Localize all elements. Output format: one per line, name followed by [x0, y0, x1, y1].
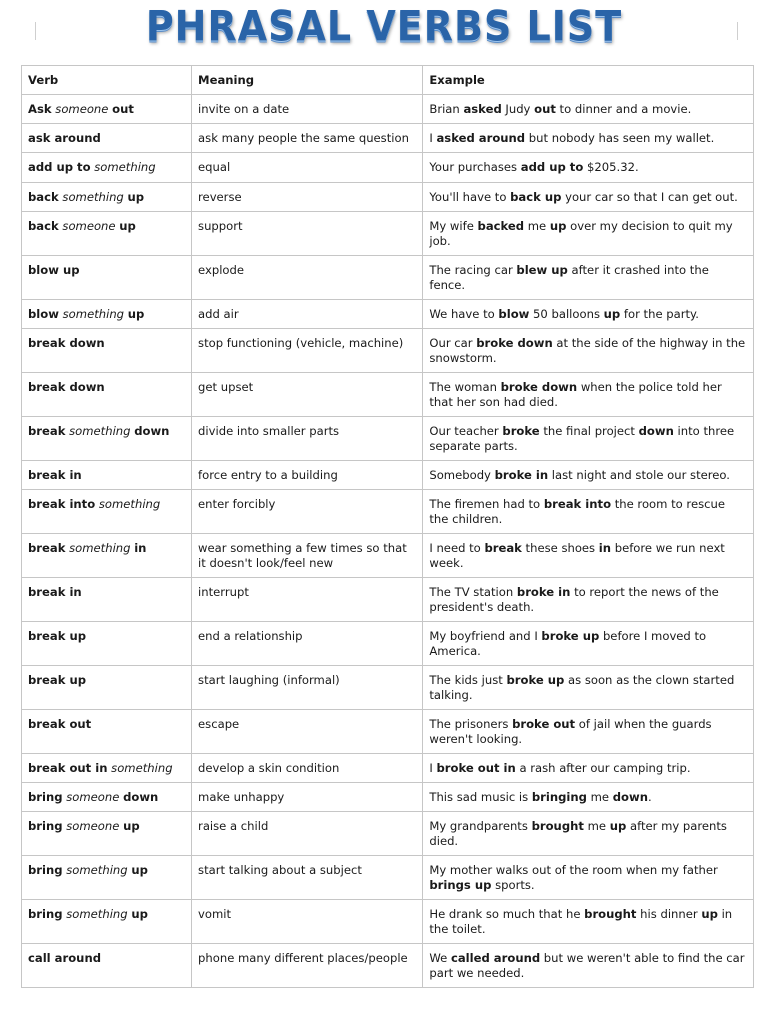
example-cell-segment: My mother walks out of the room when my father: [429, 863, 718, 877]
example-cell-segment: sports.: [491, 877, 535, 892]
table-body: [22, 66, 754, 988]
verb-cell: [22, 490, 192, 534]
example-cell: [423, 534, 754, 578]
table-row: [22, 710, 754, 754]
example-cell: [423, 212, 754, 256]
example-cell: [423, 373, 754, 417]
verb-cell-segment: something: [69, 424, 131, 438]
example-cell-segment: My wife: [429, 219, 478, 233]
example-cell-segment: I need to: [429, 541, 485, 555]
example-cell-segment: when the police told her that her son had died.: [429, 380, 722, 409]
verb-cell-segment: something: [69, 541, 131, 555]
meaning-cell: raise a child: [192, 812, 423, 856]
verb-cell-segment: blow: [28, 307, 59, 321]
example-cell-segment: The firemen had to: [429, 497, 544, 511]
verb-cell: [22, 710, 192, 754]
example-cell-segment: before we run next week.: [429, 541, 725, 570]
verb-cell-segment: call around: [28, 951, 101, 965]
table-row: [22, 256, 754, 300]
example-cell-segment: down: [612, 790, 648, 804]
verb-cell-segment: bring: [28, 863, 63, 877]
example-cell: [423, 754, 754, 783]
example-cell: [423, 124, 754, 153]
example-cell-segment: My boyfriend and I: [429, 629, 542, 643]
table-row: [22, 183, 754, 212]
meaning-cell: start talking about a subject: [192, 856, 423, 900]
verb-cell-segment: break out in: [28, 761, 108, 775]
meaning-cell: explode: [192, 256, 423, 300]
verb-cell-segment: something: [66, 863, 128, 877]
example-cell-segment: down: [638, 424, 674, 438]
example-cell-segment: asked: [463, 102, 502, 116]
example-cell: [423, 710, 754, 754]
example-cell: [423, 783, 754, 812]
example-cell-segment: broke down: [476, 336, 553, 350]
example-cell-segment: .: [647, 790, 652, 804]
example-cell: [423, 666, 754, 710]
example-cell-segment: last night and stole our stereo.: [548, 468, 730, 482]
verb-cell: [22, 256, 192, 300]
verb-cell-segment: in: [134, 541, 147, 555]
table-row: [22, 300, 754, 329]
example-cell: [423, 300, 754, 329]
example-cell-segment: up: [609, 819, 627, 833]
example-cell-segment: bringing: [531, 790, 587, 804]
table-row: [22, 900, 754, 944]
verb-cell-segment: break in: [28, 468, 82, 482]
meaning-cell: support: [192, 212, 423, 256]
example-cell-segment: out: [534, 102, 556, 116]
table-row: [22, 461, 754, 490]
example-cell-segment: me: [586, 790, 613, 804]
example-cell-segment: broke down: [500, 380, 578, 394]
verb-cell-segment: someone: [66, 790, 120, 804]
example-cell: [423, 812, 754, 856]
verb-cell-segment: someone: [62, 219, 116, 233]
example-cell-segment: blew up: [516, 263, 568, 277]
meaning-cell: add air: [192, 300, 423, 329]
verb-cell: [22, 183, 192, 212]
verb-cell-segment: break out: [28, 717, 92, 731]
verb-cell-segment: up: [123, 819, 140, 833]
example-cell-segment: This sad music is: [429, 790, 532, 804]
example-cell-segment: Your purchases: [429, 160, 521, 174]
example-cell: [423, 256, 754, 300]
example-cell-segment: the final project: [539, 424, 639, 438]
verb-cell: [22, 783, 192, 812]
verb-cell-segment: break in: [28, 585, 82, 599]
meaning-cell: get upset: [192, 373, 423, 417]
verb-cell: [22, 461, 192, 490]
example-cell-segment: as soon as the clown started talking.: [429, 673, 735, 702]
example-cell-segment: You'll have to: [429, 190, 511, 204]
example-cell-segment: a rash after our camping trip.: [515, 761, 691, 775]
meaning-cell: invite on a date: [192, 95, 423, 124]
table-row: [22, 812, 754, 856]
example-cell-segment: $205.32.: [583, 160, 639, 174]
example-cell-segment: broke up: [541, 629, 600, 643]
example-cell-segment: at the side of the highway in the snowstorm.: [429, 336, 746, 365]
example-cell-segment: add up to: [520, 160, 584, 174]
verb-cell-segment: break: [28, 541, 66, 555]
verb-cell-segment: something: [62, 307, 125, 321]
verb-cell-segment: up: [131, 863, 148, 877]
example-cell: [423, 900, 754, 944]
verb-cell-segment: bring: [28, 907, 63, 921]
example-cell-segment: but we weren't able to find the car part we needed.: [429, 951, 745, 980]
example-cell-segment: The kids just: [429, 673, 507, 687]
verb-cell-segment: someone: [66, 819, 120, 833]
meaning-cell: reverse: [192, 183, 423, 212]
verb-cell-segment: something: [98, 497, 161, 511]
verb-cell-segment: ask around: [28, 131, 101, 145]
header-verb: Verb: [22, 66, 192, 95]
header-example: Example: [423, 66, 754, 95]
example-cell-segment: your car so that I can get out.: [561, 190, 738, 204]
table-row: [22, 856, 754, 900]
verb-cell: [22, 95, 192, 124]
verb-cell-segment: break up: [28, 673, 87, 687]
example-cell-segment: of jail when the guards weren't looking.: [429, 717, 712, 746]
verb-cell: [22, 373, 192, 417]
example-cell-segment: before I moved to America.: [429, 629, 707, 658]
table-row: [22, 754, 754, 783]
meaning-cell: interrupt: [192, 578, 423, 622]
example-cell-segment: brought: [531, 819, 584, 833]
example-cell-segment: broke: [502, 424, 540, 438]
table-row: [22, 578, 754, 622]
table-header-row: [22, 66, 754, 95]
verb-cell: [22, 944, 192, 988]
verb-cell-segment: break into: [28, 497, 96, 511]
example-cell-segment: I: [429, 131, 437, 145]
verb-cell: [22, 812, 192, 856]
table-row: [22, 212, 754, 256]
table-row: [22, 534, 754, 578]
verb-cell: [22, 578, 192, 622]
table-row: [22, 124, 754, 153]
example-cell: [423, 578, 754, 622]
meaning-cell: equal: [192, 153, 423, 183]
verb-cell-segment: down: [123, 790, 159, 804]
example-cell: [423, 944, 754, 988]
example-cell-segment: Our teacher: [429, 424, 503, 438]
example-cell-segment: The prisoners: [429, 717, 513, 731]
example-cell-segment: these shoes: [521, 541, 599, 555]
verb-cell-segment: something: [94, 160, 156, 174]
example-cell-segment: brought: [584, 907, 637, 921]
example-cell-segment: We have to: [429, 307, 499, 321]
example-cell-segment: in: [598, 541, 612, 555]
example-cell: [423, 490, 754, 534]
example-cell-segment: after it crashed into the fence.: [429, 263, 709, 292]
table-row: [22, 329, 754, 373]
meaning-cell: divide into smaller parts: [192, 417, 423, 461]
example-cell-segment: Our car: [429, 336, 477, 350]
example-cell-segment: broke out in: [436, 761, 516, 775]
verb-cell-segment: break up: [28, 629, 87, 643]
example-cell-segment: broke out: [512, 717, 576, 731]
verb-cell-segment: blow up: [28, 263, 80, 277]
table-row: [22, 783, 754, 812]
example-cell-segment: me: [524, 219, 550, 233]
example-cell-segment: brings up: [429, 877, 492, 892]
verb-cell-segment: up: [119, 219, 136, 233]
example-cell-segment: but nobody has seen my wallet.: [525, 131, 715, 145]
verb-cell-segment: something: [62, 190, 124, 204]
example-cell-segment: break into: [543, 497, 612, 511]
example-cell-segment: I: [429, 761, 437, 775]
example-cell-segment: Somebody: [429, 468, 495, 482]
verb-cell: [22, 754, 192, 783]
verb-cell-segment: break: [28, 424, 66, 438]
example-cell-segment: to report the news of the president's death.: [429, 585, 719, 614]
meaning-cell: vomit: [192, 900, 423, 944]
example-cell-segment: broke up: [506, 673, 565, 687]
example-cell-segment: The racing car: [429, 263, 517, 277]
table-row: [22, 153, 754, 183]
example-cell-segment: The woman: [429, 380, 501, 394]
example-cell: [423, 329, 754, 373]
example-cell-segment: up: [701, 907, 718, 921]
example-cell: [423, 417, 754, 461]
example-cell-segment: broke in: [494, 468, 549, 482]
verb-cell: [22, 300, 192, 329]
example-cell-segment: Brian: [429, 102, 464, 116]
meaning-cell: stop functioning (vehicle, machine): [192, 329, 423, 373]
verb-cell-segment: break down: [28, 336, 105, 350]
example-cell: [423, 153, 754, 183]
example-cell-segment: broke in: [516, 585, 571, 599]
verb-cell: [22, 124, 192, 153]
meaning-cell: develop a skin condition: [192, 754, 423, 783]
verb-cell: [22, 900, 192, 944]
meaning-cell: enter forcibly: [192, 490, 423, 534]
example-cell-segment: up: [603, 307, 621, 321]
example-cell-segment: after my parents died.: [429, 819, 727, 848]
verb-cell-segment: back: [28, 219, 59, 233]
example-cell-segment: asked around: [436, 131, 526, 145]
meaning-cell: wear something a few times so that it doesn't look/feel new: [192, 534, 423, 578]
meaning-cell: start laughing (informal): [192, 666, 423, 710]
verb-cell: [22, 856, 192, 900]
example-cell-segment: blow: [498, 307, 530, 321]
verb-cell: [22, 534, 192, 578]
table-row: [22, 622, 754, 666]
verb-cell: [22, 153, 192, 183]
example-cell: [423, 461, 754, 490]
verb-cell: [22, 666, 192, 710]
example-cell-segment: me: [583, 819, 610, 833]
verb-cell: [22, 212, 192, 256]
verb-cell-segment: up: [127, 307, 145, 321]
table-row: [22, 373, 754, 417]
example-cell-segment: up: [549, 219, 567, 233]
example-cell: [423, 183, 754, 212]
verb-cell: [22, 622, 192, 666]
example-cell-segment: Judy: [501, 102, 535, 116]
meaning-cell: end a relationship: [192, 622, 423, 666]
verb-cell: [22, 417, 192, 461]
example-cell-segment: in the toilet.: [429, 907, 733, 936]
example-cell-segment: He drank so much that he: [429, 907, 585, 921]
verb-cell-segment: up: [127, 190, 145, 204]
example-cell-segment: We: [429, 951, 451, 965]
verb-cell-segment: bring: [28, 819, 63, 833]
verb-cell-segment: down: [134, 424, 170, 438]
example-cell-segment: his dinner: [636, 907, 702, 921]
example-cell-segment: break: [484, 541, 522, 555]
verb-cell-segment: something: [111, 761, 173, 775]
table-row: [22, 95, 754, 124]
example-cell-segment: 50 balloons: [529, 307, 604, 321]
verb-cell-segment: bring: [28, 790, 63, 804]
table-row: [22, 944, 754, 988]
example-cell-segment: into three separate parts.: [429, 424, 735, 453]
example-cell-segment: over my decision to quit my job.: [429, 219, 733, 248]
example-cell-segment: back up: [510, 190, 562, 204]
meaning-cell: escape: [192, 710, 423, 754]
verb-cell-segment: something: [66, 907, 128, 921]
example-cell-segment: My grandparents: [429, 819, 532, 833]
example-cell: [423, 856, 754, 900]
verb-cell-segment: up: [131, 907, 148, 921]
verb-cell-segment: someone: [55, 102, 109, 116]
example-cell-segment: to dinner and a movie.: [555, 102, 692, 116]
page-title: PHRASAL VERBS LIST: [145, 1, 623, 51]
example-cell-segment: for the party.: [620, 307, 699, 321]
example-cell: [423, 95, 754, 124]
example-cell-segment: backed: [477, 219, 525, 233]
meaning-cell: ask many people the same question: [192, 124, 423, 153]
verb-cell: [22, 329, 192, 373]
phrasal-verbs-table: [21, 65, 754, 988]
example-cell: [423, 622, 754, 666]
table-row: [22, 417, 754, 461]
meaning-cell: force entry to a building: [192, 461, 423, 490]
table-row: [22, 490, 754, 534]
header-meaning: Meaning: [192, 66, 423, 95]
example-cell-segment: the room to rescue the children.: [429, 497, 725, 526]
example-cell-segment: called around: [450, 951, 541, 965]
verb-cell-segment: Ask: [28, 102, 52, 116]
table-row: [22, 666, 754, 710]
verb-cell-segment: add up to: [28, 160, 91, 174]
verb-cell-segment: break down: [28, 380, 105, 394]
example-cell-segment: The TV station: [429, 585, 517, 599]
verb-cell-segment: back: [28, 190, 59, 204]
meaning-cell: phone many different places/people: [192, 944, 423, 988]
verb-cell-segment: out: [112, 102, 134, 116]
meaning-cell: make unhappy: [192, 783, 423, 812]
